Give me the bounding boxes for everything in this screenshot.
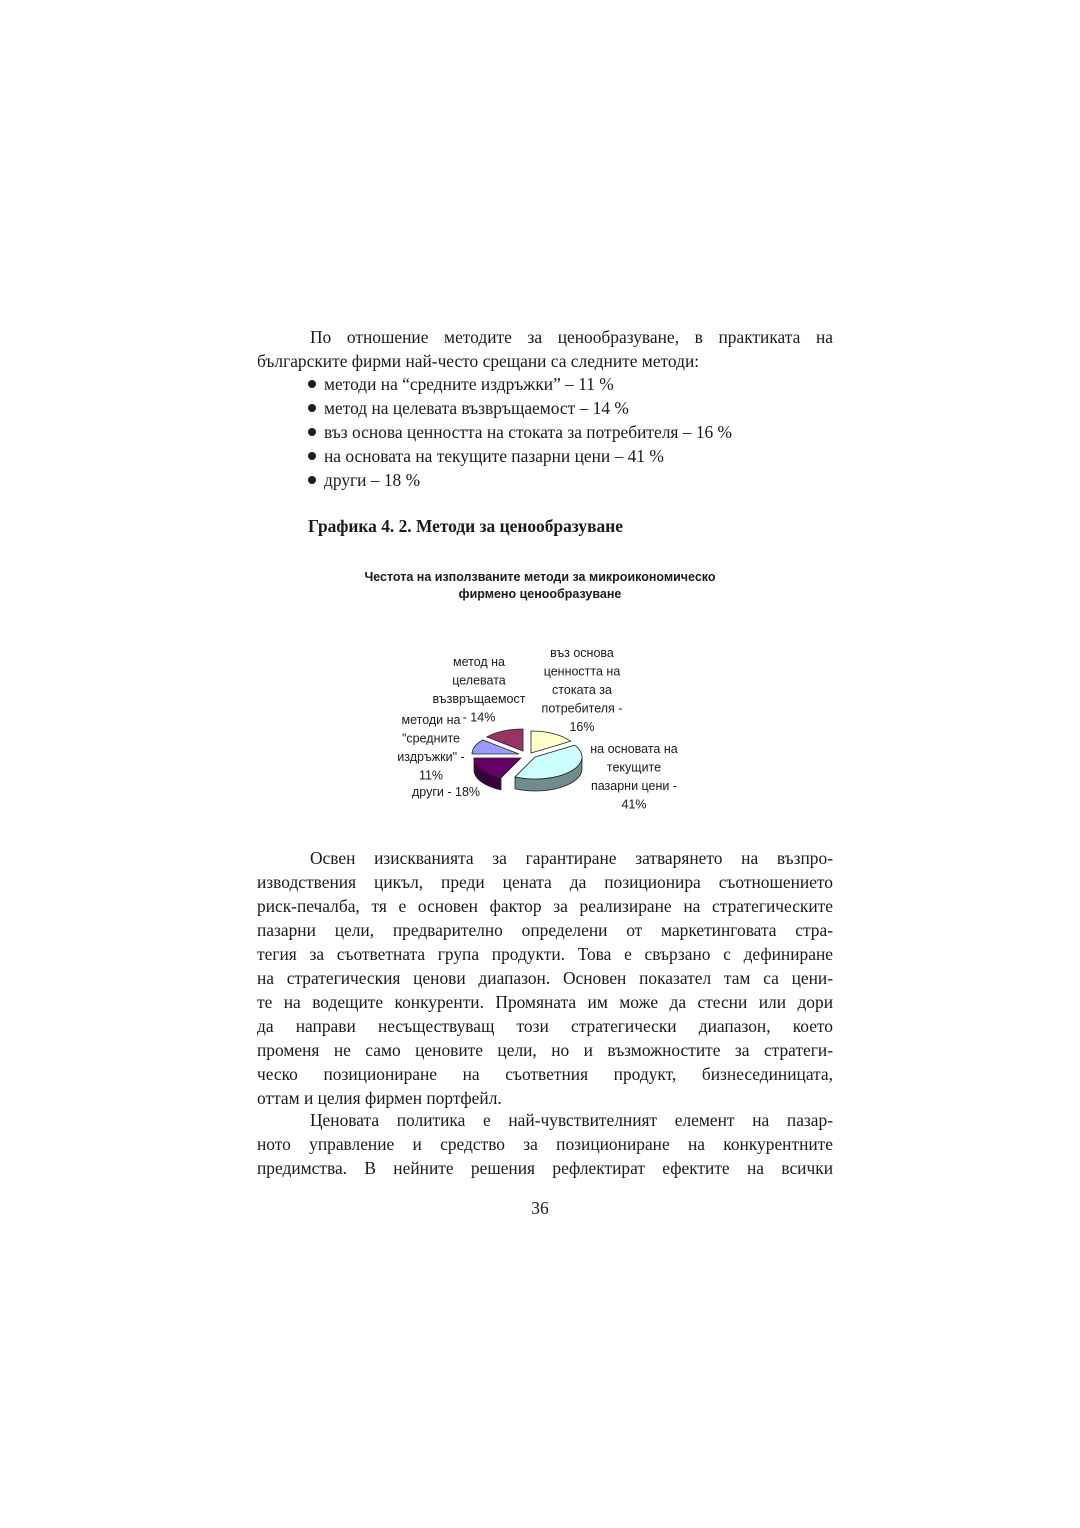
body-line: оттам и целия фирмен портфейл. xyxy=(257,1088,502,1108)
body-line: Ценовата политика е най-чувствителният елемент на пазар- xyxy=(310,1110,833,1130)
body-line: изводствения цикъл, преди цената да позиционира съотношението xyxy=(257,872,833,892)
pie-slice-label: метод на целевата възвръщаемост - 14% xyxy=(432,655,526,725)
body-paragraph-2 xyxy=(257,1108,833,1180)
page-number: 36 xyxy=(531,1198,549,1218)
body-paragraph-1 xyxy=(257,846,833,1110)
pie-slice-label: на основата на текущите пазарни цени -41% xyxy=(590,742,678,812)
list-item-text: на основата на текущите пазарни цени – 41 % xyxy=(324,446,664,466)
chart-title-line: Честота на използваните методи за микроикономическо xyxy=(364,570,716,584)
body-line: променя не само ценовите цели, но и възможностите за стратеги- xyxy=(257,1040,833,1060)
body-line: тегия за съответната група продукти. Това е свързано с дефиниране xyxy=(257,944,833,964)
body-line: риск-печалба, тя е основен фактор за реализиране на стратегическите xyxy=(257,896,833,916)
list-item xyxy=(308,420,732,444)
list-item xyxy=(308,396,732,420)
list-item-text: други – 18 % xyxy=(324,470,421,490)
bullet-icon xyxy=(308,404,316,412)
list-item-text: методи на “средните издръжки” – 11 % xyxy=(324,374,614,394)
body-line: пазарни цели, предварително определени от маркетинговата стра- xyxy=(257,920,833,940)
body-line: предимства. В нейните решения рефлектират ефектите на всички xyxy=(257,1158,833,1178)
list-item xyxy=(308,444,732,468)
body-line: на стратегическия ценови диапазон. Основен показател там са цени- xyxy=(257,968,833,988)
bullet-icon xyxy=(308,476,316,484)
pie-slice-label: въз основа ценността на стоката за потребителя -16% xyxy=(541,646,623,734)
body-line: ното управление и средство за позициониране на конкурентните xyxy=(257,1134,833,1154)
body-line: ческо позициониране на съответния продукт, бизнесединицата, xyxy=(257,1064,833,1084)
bullet-icon xyxy=(308,428,316,436)
body-line: Освен изискванията за гарантиране затварянето на възпро- xyxy=(310,848,833,868)
list-item-text: въз основа ценността на стоката за потребителя – 16 % xyxy=(324,422,733,442)
body-line: да направи несъществуващ този стратегически диапазон, което xyxy=(257,1016,833,1036)
pie-chart xyxy=(380,640,700,820)
intro-paragraph xyxy=(257,325,833,373)
pie-slice-label: други - 18% xyxy=(411,785,481,799)
methods-list xyxy=(308,372,732,492)
list-item xyxy=(308,468,732,492)
list-item-text: метод на целевата възвръщаемост – 14 % xyxy=(324,398,629,418)
pie-slice-label: методи на "средните издръжки" -11% xyxy=(397,713,465,783)
bullet-icon xyxy=(308,452,316,460)
chart-title-line: фирмено ценообразуване xyxy=(458,587,622,601)
figure-caption: Графика 4. 2. Методи за ценообразуване xyxy=(308,516,623,536)
list-item xyxy=(308,372,732,396)
intro-line: По отношение методите за ценообразуване, в практиката на xyxy=(310,327,833,347)
body-line: те на водещите конкуренти. Промяната им може да стесни или дори xyxy=(257,992,833,1012)
bullet-icon xyxy=(308,380,316,388)
intro-line: българските фирми най-често срещани са следните методи: xyxy=(257,351,700,371)
chart-title xyxy=(300,569,780,603)
